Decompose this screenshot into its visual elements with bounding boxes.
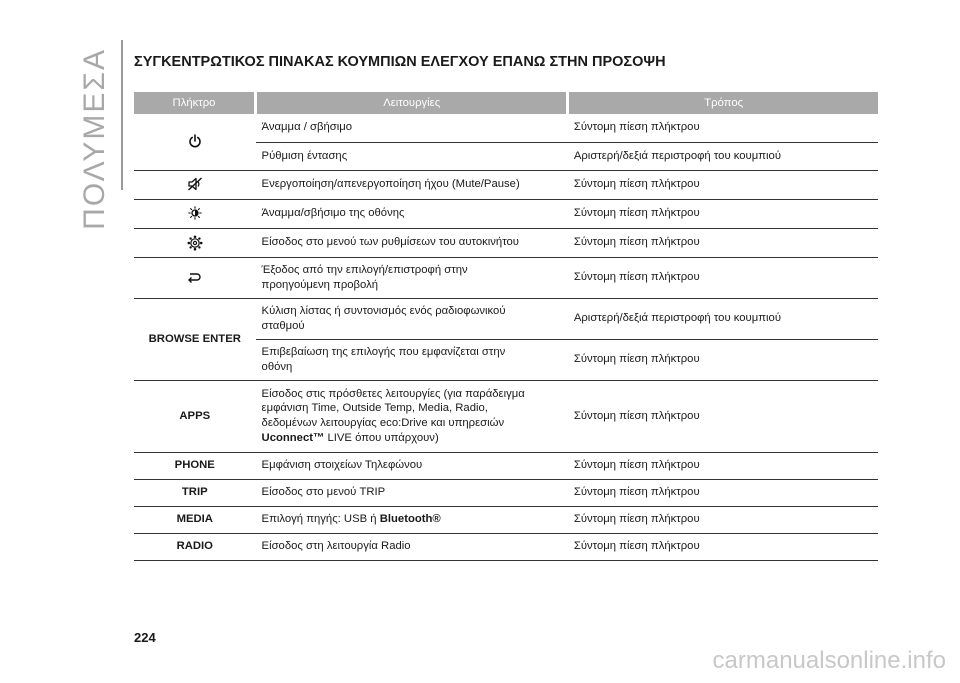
mode-cell: Σύντομη πίεση πλήκτρου xyxy=(568,228,878,257)
key-cell: PHONE xyxy=(134,452,256,479)
function-cell: Εμφάνιση στοιχείων Τηλεφώνου xyxy=(256,452,568,479)
key-cell: TRIP xyxy=(134,479,256,506)
table-row xyxy=(134,479,878,506)
mode-cell: Σύντομη πίεση πλήκτρου xyxy=(568,257,878,298)
watermark: carmanualsonline.info xyxy=(712,647,946,674)
mode-cell: Σύντομη πίεση πλήκτρου xyxy=(568,479,878,506)
table-row xyxy=(134,170,878,199)
bluetooth-brand: Bluetooth® xyxy=(379,513,441,526)
table-row xyxy=(134,380,878,452)
function-line: οθόνη xyxy=(261,360,293,373)
function-line: προηγούμενη προβολή xyxy=(261,278,379,291)
header-mode: Τρόπος xyxy=(568,92,878,114)
function-cell: Άναμμα / σβήσιμο xyxy=(256,114,568,142)
table-row xyxy=(134,298,878,339)
mode-cell: Σύντομη πίεση πλήκτρου xyxy=(568,506,878,533)
key-cell xyxy=(134,257,256,298)
function-cell: Άναμμα/σβήσιμο της οθόνης xyxy=(256,199,568,228)
mode-cell: Σύντομη πίεση πλήκτρου xyxy=(568,170,878,199)
function-line: σταθμού xyxy=(261,319,305,332)
key-cell: MEDIA xyxy=(134,506,256,533)
function-line-rest: LIVE όπου υπάρχουν) xyxy=(324,431,439,444)
screen-brightness-icon xyxy=(188,207,202,219)
function-cell xyxy=(256,506,568,533)
mode-cell: Σύντομη πίεση πλήκτρου xyxy=(568,533,878,560)
key-cell xyxy=(134,228,256,257)
function-line: εμφάνιση Time, Outside Temp, Media, Radio, xyxy=(261,402,488,415)
key-cell: APPS xyxy=(134,380,256,452)
function-cell: Είσοδος στο μενού TRIP xyxy=(256,479,568,506)
uconnect-brand: Uconnect™ xyxy=(261,431,325,444)
key-cell: BROWSE ENTER xyxy=(134,298,256,380)
function-cell xyxy=(256,298,568,339)
function-line: Είσοδος στις πρόσθετες λειτουργίες (για παράδειγμα xyxy=(261,387,525,400)
key-cell: RADIO xyxy=(134,533,256,560)
function-line xyxy=(262,431,562,446)
page-title: ΣΥΓΚΕΝΤΡΩΤΙΚΟΣ ΠΙΝΑΚΑΣ ΚΟΥΜΠΙΩΝ ΕΛΕΓΧΟΥ ΕΠΑΝΩ ΣΤΗΝ ΠΡΟΣΟΨΗ xyxy=(134,54,666,70)
function-line: Έξοδος από την επιλογή/επιστροφή στην xyxy=(261,263,468,276)
table-header-row xyxy=(134,92,878,114)
header-function: Λειτουργίες xyxy=(256,92,568,114)
power-icon xyxy=(188,135,202,147)
mode-cell: Σύντομη πίεση πλήκτρου xyxy=(568,452,878,479)
mode-cell: Σύντομη πίεση πλήκτρου xyxy=(568,114,878,142)
function-cell: Είσοδος στο μενού των ρυθμίσεων του αυτοκινήτου xyxy=(256,228,568,257)
mode-cell: Αριστερή/δεξιά περιστροφή του κουμπιού xyxy=(568,142,878,170)
settings-gear-icon xyxy=(187,236,203,248)
function-cell xyxy=(256,339,568,380)
table-row xyxy=(134,452,878,479)
function-cell xyxy=(256,380,568,452)
page-number: 224 xyxy=(134,630,156,645)
table-row xyxy=(134,114,878,142)
back-arrow-icon xyxy=(187,271,203,283)
function-cell: Ρύθμιση έντασης xyxy=(256,142,568,170)
table-row xyxy=(134,533,878,560)
function-cell: Είσοδος στη λειτουργία Radio xyxy=(256,533,568,560)
key-cell xyxy=(134,170,256,199)
key-cell xyxy=(134,114,256,170)
function-text: Επιλογή πηγής: USB ή xyxy=(261,513,380,526)
table-row xyxy=(134,506,878,533)
mode-cell: Σύντομη πίεση πλήκτρου xyxy=(568,380,878,452)
table-row xyxy=(134,257,878,298)
key-cell xyxy=(134,199,256,228)
table-row xyxy=(134,228,878,257)
mute-icon xyxy=(187,178,203,190)
function-line: Κύλιση λίστας ή συντονισμός ενός ραδιοφωνικού xyxy=(261,304,506,317)
function-cell: Ενεργοποίηση/απενεργοποίηση ήχου (Mute/Pause) xyxy=(256,170,568,199)
mode-cell: Σύντομη πίεση πλήκτρου xyxy=(568,199,878,228)
section-side-rule xyxy=(121,40,123,190)
section-side-label: ΠΟΛΥΜΕΣΑ xyxy=(78,48,111,230)
function-line: Επιβεβαίωση της επιλογής που εμφανίζεται στην xyxy=(261,345,506,358)
controls-table xyxy=(134,92,878,561)
function-cell xyxy=(256,257,568,298)
header-key: Πλήκτρο xyxy=(134,92,256,114)
function-line: δεδομένων λειτουργίας eco:Drive και υπηρεσιών xyxy=(261,417,505,429)
mode-cell: Σύντομη πίεση πλήκτρου xyxy=(568,339,878,380)
table-row xyxy=(134,199,878,228)
mode-cell: Αριστερή/δεξιά περιστροφή του κουμπιού xyxy=(568,298,878,339)
